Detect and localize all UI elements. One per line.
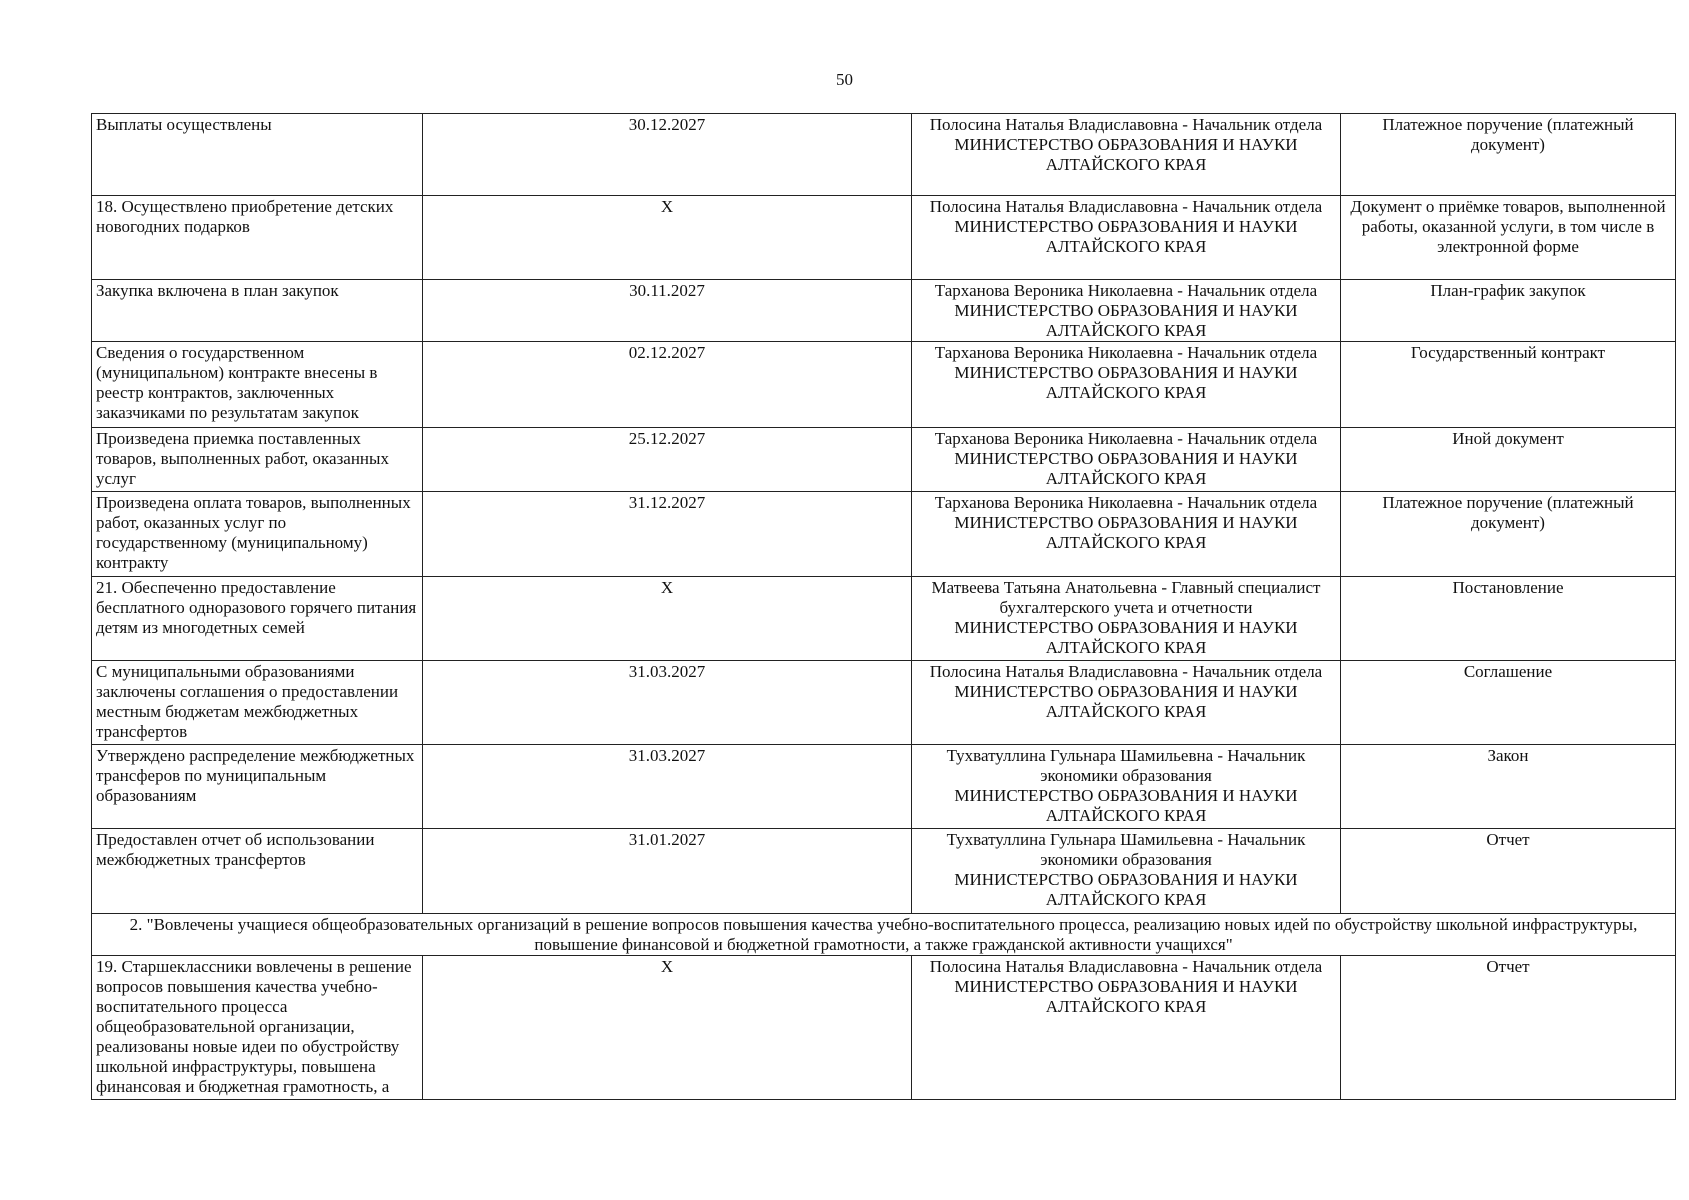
plan-table: [91, 113, 1676, 1100]
responsible-person: Полосина Наталья Владиславовна - Начальник отдела: [929, 115, 1323, 134]
responsible-organization: МИНИСТЕРСТВО ОБРАЗОВАНИЯ И НАУКИ АЛТАЙСКОГО КРАЯ: [954, 135, 1298, 174]
responsible-cell: [912, 661, 1341, 745]
responsible-cell: [912, 428, 1341, 492]
document-cell: План-график закупок: [1341, 280, 1676, 342]
responsible-cell: [912, 956, 1341, 1100]
table-row: [92, 196, 1676, 280]
responsible-cell: [912, 280, 1341, 342]
responsible-organization: МИНИСТЕРСТВО ОБРАЗОВАНИЯ И НАУКИ АЛТАЙСКОГО КРАЯ: [954, 786, 1298, 825]
event-cell: Выплаты осуществлены: [92, 114, 423, 196]
date-cell: 25.12.2027: [423, 428, 912, 492]
responsible-cell: [912, 829, 1341, 914]
date-cell: 31.03.2027: [423, 745, 912, 829]
document-cell: Соглашение: [1341, 661, 1676, 745]
section-heading-row: [92, 914, 1676, 956]
event-cell: Закупка включена в план закупок: [92, 280, 423, 342]
table-row: [92, 342, 1676, 428]
document-cell: Отчет: [1341, 956, 1676, 1100]
responsible-person: Полосина Наталья Владиславовна - Начальник отдела: [929, 197, 1323, 216]
responsible-organization: МИНИСТЕРСТВО ОБРАЗОВАНИЯ И НАУКИ АЛТАЙСКОГО КРАЯ: [954, 449, 1298, 488]
responsible-cell: [912, 342, 1341, 428]
document-cell: Отчет: [1341, 829, 1676, 914]
event-cell: Утверждено распределение межбюджетных трансферов по муниципальным образованиям: [92, 745, 423, 829]
table-row: [92, 492, 1676, 577]
responsible-person: Полосина Наталья Владиславовна - Начальник отдела: [929, 957, 1323, 976]
date-cell: 02.12.2027: [423, 342, 912, 428]
date-cell: X: [423, 577, 912, 661]
date-cell: 31.12.2027: [423, 492, 912, 577]
section-heading: 2. "Вовлечены учащиеся общеобразовательных организаций в решение вопросов повышения качества учебно-воспитательного процесса, реализацию новых идей по обустройству школьной инфраструктуры, повышение финансовой и бюджетной грамотности, а также гражданской активности учащихся": [92, 914, 1676, 956]
date-cell: 30.12.2027: [423, 114, 912, 196]
responsible-person: Тухватуллина Гульнара Шамильевна - Начальник экономики образования: [946, 746, 1306, 785]
date-cell: 31.01.2027: [423, 829, 912, 914]
responsible-cell: [912, 745, 1341, 829]
table-row: [92, 577, 1676, 661]
event-cell: Сведения о государственном (муниципальном) контракте внесены в реестр контрактов, заключенных заказчиками по результатам закупок: [92, 342, 423, 428]
table-row: [92, 829, 1676, 914]
document-cell: Государственный контракт: [1341, 342, 1676, 428]
event-cell: Предоставлен отчет об использовании межбюджетных трансфертов: [92, 829, 423, 914]
document-cell: Закон: [1341, 745, 1676, 829]
responsible-organization: МИНИСТЕРСТВО ОБРАЗОВАНИЯ И НАУКИ АЛТАЙСКОГО КРАЯ: [954, 513, 1298, 552]
table-row: [92, 280, 1676, 342]
date-cell: 31.03.2027: [423, 661, 912, 745]
table-row: [92, 428, 1676, 492]
date-cell: X: [423, 196, 912, 280]
responsible-organization: МИНИСТЕРСТВО ОБРАЗОВАНИЯ И НАУКИ АЛТАЙСКОГО КРАЯ: [954, 870, 1298, 909]
table-row: [92, 745, 1676, 829]
document-cell: Платежное поручение (платежный документ): [1341, 492, 1676, 577]
table-row: [92, 661, 1676, 745]
responsible-organization: МИНИСТЕРСТВО ОБРАЗОВАНИЯ И НАУКИ АЛТАЙСКОГО КРАЯ: [954, 618, 1298, 657]
responsible-organization: МИНИСТЕРСТВО ОБРАЗОВАНИЯ И НАУКИ АЛТАЙСКОГО КРАЯ: [954, 301, 1298, 340]
document-cell: Иной документ: [1341, 428, 1676, 492]
event-cell: 19. Старшеклассники вовлечены в решение вопросов повышения качества учебно-воспитательного процесса общеобразовательной организации, реализованы новые идеи по обустройству школьной инфраструктуры, повышена финансовая и бюджетная грамотность, а: [92, 956, 423, 1100]
responsible-cell: [912, 114, 1341, 196]
event-cell: 21. Обеспеченно предоставление бесплатного одноразового горячего питания детям из многодетных семей: [92, 577, 423, 661]
responsible-organization: МИНИСТЕРСТВО ОБРАЗОВАНИЯ И НАУКИ АЛТАЙСКОГО КРАЯ: [954, 682, 1298, 721]
date-cell: 30.11.2027: [423, 280, 912, 342]
document-cell: Постановление: [1341, 577, 1676, 661]
event-cell: Произведена приемка поставленных товаров, выполненных работ, оказанных услуг: [92, 428, 423, 492]
page-number: 50: [836, 70, 853, 89]
date-cell: X: [423, 956, 912, 1100]
event-cell: Произведена оплата товаров, выполненных работ, оказанных услуг по государственному (муниципальному) контракту: [92, 492, 423, 577]
responsible-cell: [912, 577, 1341, 661]
responsible-person: Тарханова Вероника Николаевна - Начальник отдела: [934, 281, 1318, 300]
responsible-cell: [912, 196, 1341, 280]
document-cell: Документ о приёмке товаров, выполненной работы, оказанной услуги, в том числе в электронной форме: [1341, 196, 1676, 280]
responsible-person: Тухватуллина Гульнара Шамильевна - Начальник экономики образования: [946, 830, 1306, 869]
responsible-person: Тарханова Вероника Николаевна - Начальник отдела: [934, 429, 1318, 448]
event-cell: С муниципальными образованиями заключены соглашения о предоставлении местным бюджетам межбюджетных трансфертов: [92, 661, 423, 745]
table-row: [92, 114, 1676, 196]
responsible-organization: МИНИСТЕРСТВО ОБРАЗОВАНИЯ И НАУКИ АЛТАЙСКОГО КРАЯ: [954, 217, 1298, 256]
responsible-person: Тарханова Вероника Николаевна - Начальник отдела: [934, 493, 1318, 512]
responsible-person: Матвеева Татьяна Анатольевна - Главный специалист бухгалтерского учета и отчетности: [931, 578, 1321, 617]
responsible-organization: МИНИСТЕРСТВО ОБРАЗОВАНИЯ И НАУКИ АЛТАЙСКОГО КРАЯ: [954, 977, 1298, 1016]
event-cell: 18. Осуществлено приобретение детских новогодних подарков: [92, 196, 423, 280]
responsible-person: Тарханова Вероника Николаевна - Начальник отдела: [934, 343, 1318, 362]
responsible-cell: [912, 492, 1341, 577]
responsible-person: Полосина Наталья Владиславовна - Начальник отдела: [929, 662, 1323, 681]
table-row: [92, 956, 1676, 1100]
document-cell: Платежное поручение (платежный документ): [1341, 114, 1676, 196]
responsible-organization: МИНИСТЕРСТВО ОБРАЗОВАНИЯ И НАУКИ АЛТАЙСКОГО КРАЯ: [954, 363, 1298, 402]
